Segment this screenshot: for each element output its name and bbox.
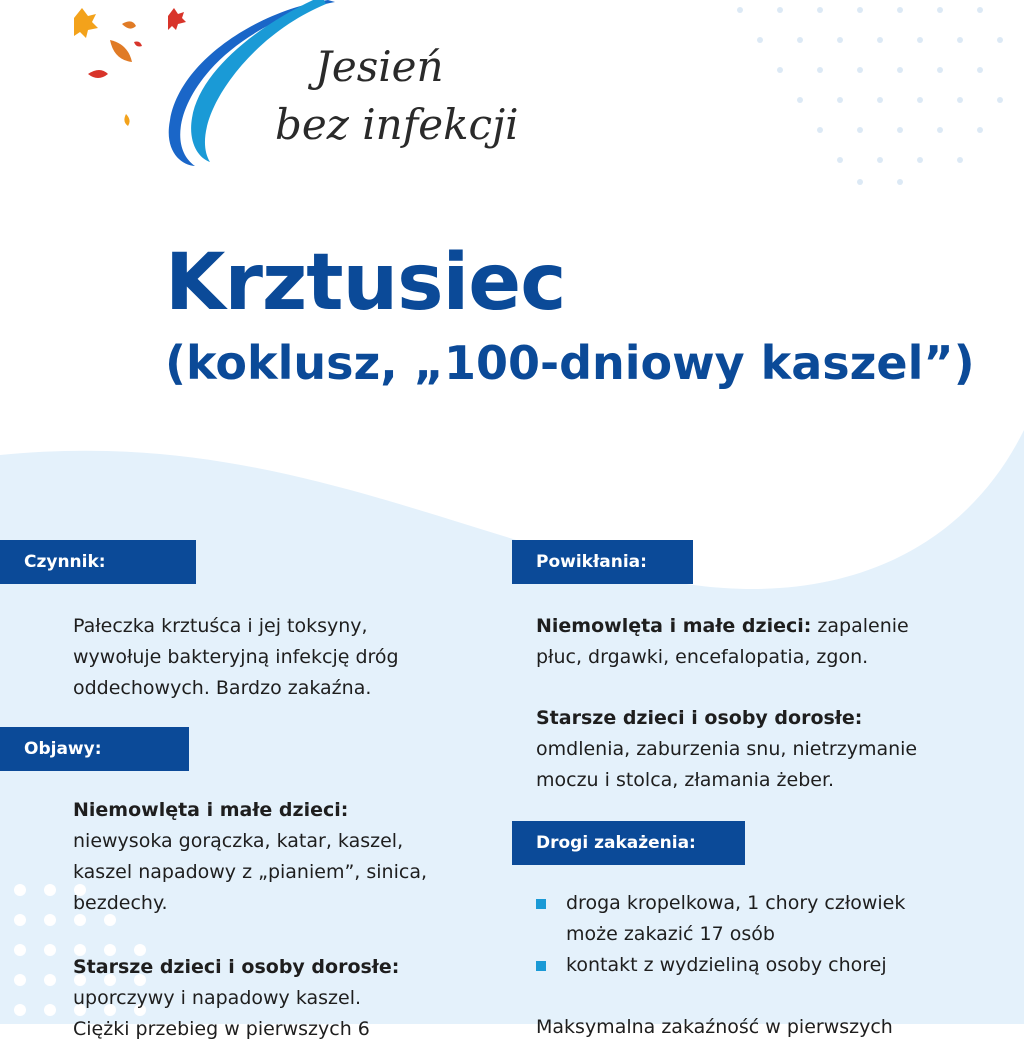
text-line: uporczywy i napadowy kaszel. bbox=[73, 987, 362, 1009]
objawy-infants-text bbox=[73, 795, 427, 919]
text-line: może zakazić 17 osób bbox=[566, 923, 775, 945]
text-line: moczu i stolca, złamania żeber. bbox=[536, 769, 835, 791]
page-title: Krztusiec bbox=[165, 238, 566, 328]
czynnik-text bbox=[73, 611, 399, 704]
leaf-icon bbox=[168, 8, 186, 30]
decorative-dots-top-right bbox=[720, 0, 1020, 190]
subheading: Starsze dzieci i osoby dorosłe: bbox=[73, 956, 400, 978]
text-line: wywołuje bakteryjną infekcję dróg bbox=[73, 646, 399, 668]
text-line: Niemowlęta i małe dzieci: zapalenie bbox=[536, 615, 909, 637]
text-line: płuc, drgawki, encefalopatia, zgon. bbox=[536, 646, 869, 668]
text-line: omdlenia, zaburzenia snu, nietrzymanie bbox=[536, 738, 918, 760]
bullet-square-icon bbox=[536, 899, 546, 909]
section-label-czynnik: Czynnik: bbox=[0, 540, 196, 584]
bullet-item bbox=[566, 888, 905, 950]
campaign-logo bbox=[60, 0, 519, 180]
text-line: kontakt z wydzieliną osoby chorej bbox=[566, 954, 887, 976]
text-line: Pałeczka krztuśca i jej toksyny, bbox=[73, 615, 368, 637]
logo-line-2: bez infekcji bbox=[275, 100, 519, 149]
subheading: Niemowlęta i małe dzieci: bbox=[73, 799, 349, 821]
section-label-drogi: Drogi zakażenia: bbox=[512, 821, 745, 865]
objawy-older-text bbox=[73, 952, 399, 1045]
powiklania-infants-text bbox=[536, 611, 909, 673]
text-line: oddechowych. Bardzo zakaźna. bbox=[73, 677, 372, 699]
leaf-icon bbox=[122, 21, 136, 28]
powiklania-older-text bbox=[536, 703, 917, 796]
section-label-powiklania: Powikłania: bbox=[512, 540, 693, 584]
text-line: niewysoka gorączka, katar, kaszel, bbox=[73, 830, 404, 852]
subheading: Starsze dzieci i osoby dorosłe: bbox=[536, 707, 863, 729]
bullet-item bbox=[566, 950, 887, 981]
drogi-trailing-text: Maksymalna zakaźność w pierwszych bbox=[536, 1016, 893, 1038]
page-subtitle: (koklusz, „100-dniowy kaszel”) bbox=[165, 336, 975, 390]
text-line: kaszel napadowy z „pianiem”, sinica, bbox=[73, 861, 427, 883]
leaf-icon bbox=[134, 42, 142, 47]
logo-line-1: Jesień bbox=[315, 42, 444, 91]
leaf-icon bbox=[88, 70, 108, 78]
leaf-icon bbox=[110, 40, 132, 62]
leaf-icon bbox=[124, 114, 129, 126]
text-line: bezdechy. bbox=[73, 892, 168, 914]
text-line: Ciężki przebieg w pierwszych 6 bbox=[73, 1018, 370, 1040]
section-label-objawy: Objawy: bbox=[0, 727, 189, 771]
leaf-icon bbox=[74, 8, 98, 38]
text-line: droga kropelkowa, 1 chory człowiek bbox=[566, 892, 906, 914]
bullet-square-icon bbox=[536, 961, 546, 971]
